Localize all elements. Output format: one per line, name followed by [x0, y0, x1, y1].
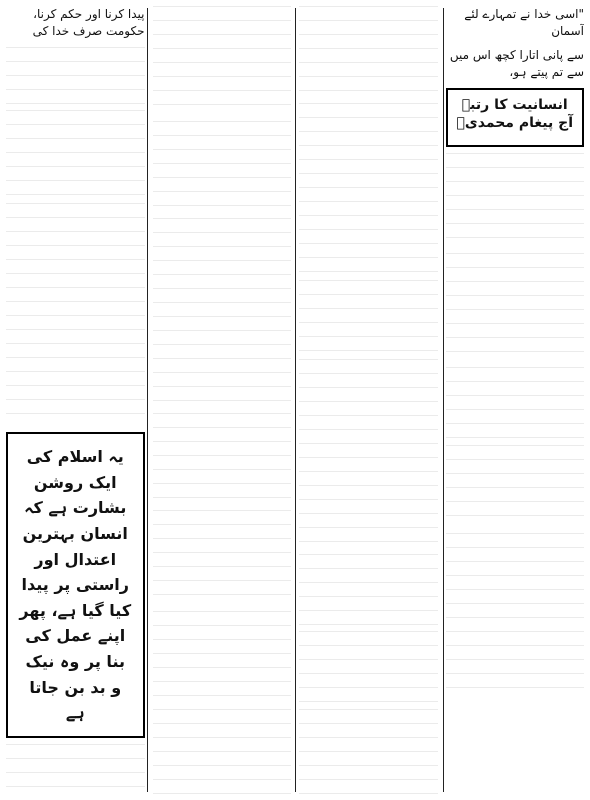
- highlight-box: [446, 88, 585, 148]
- column-divider: [147, 8, 148, 792]
- article-paragraph: [299, 103, 438, 194]
- article-paragraph: [153, 413, 292, 504]
- featured-quote-text: یہ اسلام کی ایک روشن بشارت ہے کہ انسان بہترین اعتدال اور راستی پر پیدا کیا گیا ہے، پھر اپنے عمل کی بنا پر وہ نیک و بد بن جاتا ہے: [19, 447, 132, 723]
- article-paragraph: [446, 445, 585, 527]
- article-paragraph: [446, 153, 585, 247]
- column-divider: [443, 8, 444, 792]
- article-paragraph: [6, 287, 145, 365]
- column-4: [6, 6, 145, 794]
- article-paragraph: [446, 367, 585, 439]
- featured-quote-box: [6, 432, 145, 738]
- article-paragraph: [6, 744, 145, 794]
- article-paragraph: [153, 510, 292, 605]
- article-paragraph: [6, 203, 145, 281]
- article-paragraph: [153, 121, 292, 212]
- intro-line: سے پانی اتارا کچھ اس میں سے تم پیتے ہو،: [449, 47, 584, 80]
- article-paragraph: [6, 110, 145, 198]
- column-2: [299, 6, 438, 794]
- article-paragraph: [153, 218, 292, 309]
- article-paragraph: [6, 371, 145, 426]
- article-paragraph: [299, 201, 438, 274]
- article-paragraph: [446, 533, 585, 597]
- article-paragraph: [153, 611, 292, 702]
- column-1: [446, 6, 585, 794]
- intro-line: "اسی خدا نے تمہارے لئے آسمان: [464, 7, 584, 39]
- article-paragraph: [299, 280, 438, 353]
- column-top-line: پیدا کرنا اور حکم کرنا، حکومت صرف خدا کی: [32, 7, 145, 39]
- column-3: [153, 6, 292, 794]
- article-paragraph: [299, 457, 438, 548]
- article-paragraph: [446, 253, 585, 361]
- column-divider: [295, 8, 296, 792]
- article-paragraph: [6, 47, 145, 104]
- article-paragraph: [153, 6, 292, 115]
- article-paragraph: [299, 554, 438, 625]
- highlight-box-title: انسانیت کا رتبہ آج پیغام محمدیؐ: [456, 96, 573, 132]
- article-paragraph: [299, 709, 438, 794]
- article-paragraph: [446, 603, 585, 701]
- article-paragraph: [299, 6, 438, 97]
- article-paragraph: [153, 316, 292, 407]
- article-paragraph: [299, 631, 438, 702]
- article-paragraph: [299, 359, 438, 450]
- article-paragraph: [153, 709, 292, 794]
